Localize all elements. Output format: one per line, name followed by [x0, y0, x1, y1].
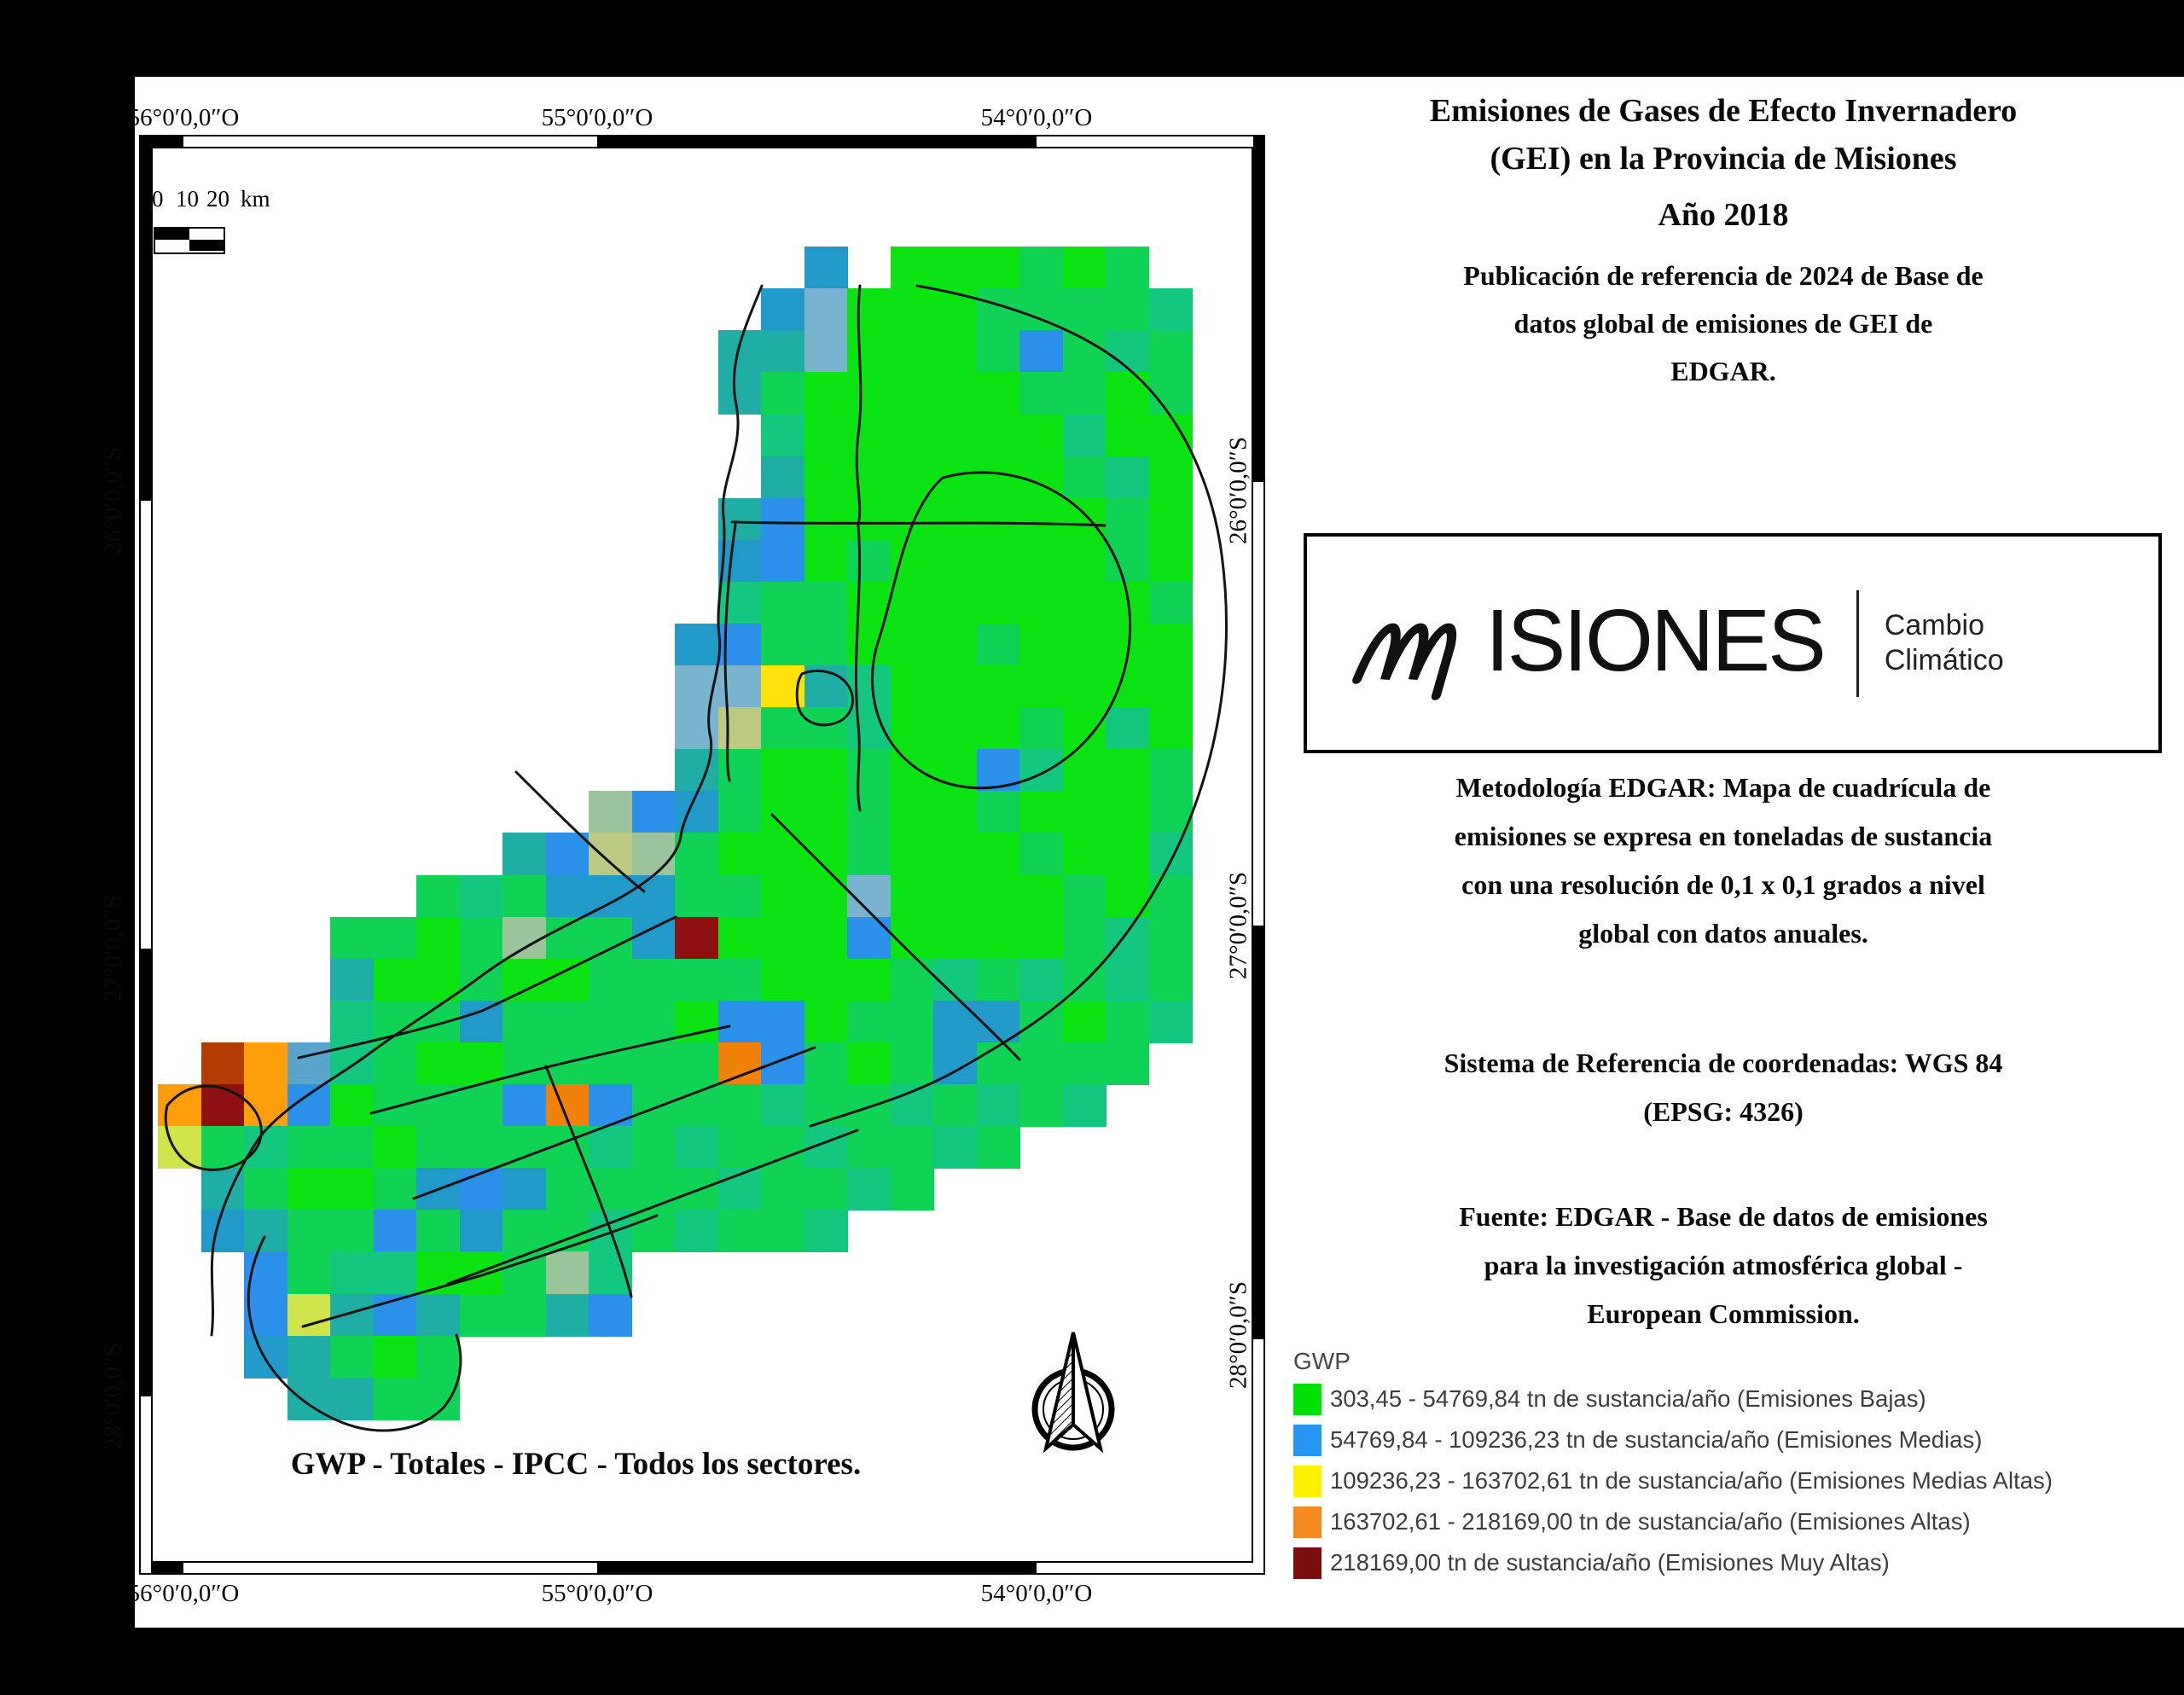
legend-item-label: 54769,84 - 109236,23 tn de sustancia/año (Emisiones Medias)	[1330, 1426, 1983, 1453]
logo-wordmark: ISIONES	[1485, 591, 1824, 689]
lat-label-right: 28°0′0,0″S	[1224, 1281, 1252, 1389]
crs-note: Sistema de Referencia de coordenadas: WGS 84 (EPSG: 4326)	[1443, 1048, 2003, 1127]
scale-tick-0: 0	[152, 186, 164, 212]
lon-label-bottom: 54°0′0,0″O	[980, 1580, 1093, 1607]
lon-label-bottom: 56°0′0,0″O	[127, 1580, 240, 1607]
logo-tagline: Cambio Climático	[1884, 609, 2004, 676]
scale-bar-blocks	[154, 227, 225, 254]
scale-unit: km	[241, 186, 270, 212]
lat-label-right: 26°0′0,0″S	[1224, 437, 1252, 544]
lon-label-bottom: 55°0′0,0″O	[541, 1580, 653, 1607]
lon-label-top: 54°0′0,0″O	[980, 104, 1093, 131]
lon-label-top: 55°0′0,0″O	[541, 104, 653, 131]
methodology-note: Metodología EDGAR: Mapa de cuadrícula de emisiones se expresa en toneladas de sustancia con una resolución de 0,1 x 0,1 grados a nivel global con datos anuales.	[1454, 772, 1993, 949]
lat-label-left: 26°0′0,0″S	[99, 447, 127, 554]
source-note: Fuente: EDGAR - Base de datos de emisiones para la investigación atmosférica global - European Commission.	[1459, 1201, 1988, 1329]
year-subtitle: Año 2018	[1658, 197, 1789, 233]
lon-label-top: 56°0′0,0″O	[127, 104, 240, 131]
publication-note: Publicación de referencia de 2024 de Base de datos global de emisiones de GEI de EDGAR.	[1463, 260, 1984, 386]
scale-tick-20: 20	[206, 186, 229, 212]
legend-item-label: 163702,61 - 218169,00 tn de sustancia/año (Emisiones Altas)	[1330, 1508, 1971, 1535]
lat-label-right: 27°0′0,0″S	[1224, 872, 1252, 979]
legend-item-label: 109236,23 - 163702,61 tn de sustancia/año (Emisiones Medias Altas)	[1330, 1467, 2053, 1494]
scale-tick-10: 10	[176, 186, 199, 212]
lat-label-left: 27°0′0,0″S	[99, 895, 127, 1002]
lat-label-left: 28°0′0,0″S	[99, 1343, 127, 1450]
legend-item-label: 303,45 - 54769,84 tn de sustancia/año (Emisiones Bajas)	[1330, 1385, 1926, 1412]
map-caption: GWP - Totales - IPCC - Todos los sectores.	[290, 1447, 862, 1482]
page-title: Emisiones de Gases de Efecto Invernadero (GEI) en la Provincia de Misiones	[1429, 93, 2018, 177]
legend-title: GWP	[1293, 1348, 1350, 1374]
north-arrow-icon	[1014, 1327, 1133, 1457]
legend-item-label: 218169,00 tn de sustancia/año (Emisiones Muy Altas)	[1330, 1549, 1890, 1576]
